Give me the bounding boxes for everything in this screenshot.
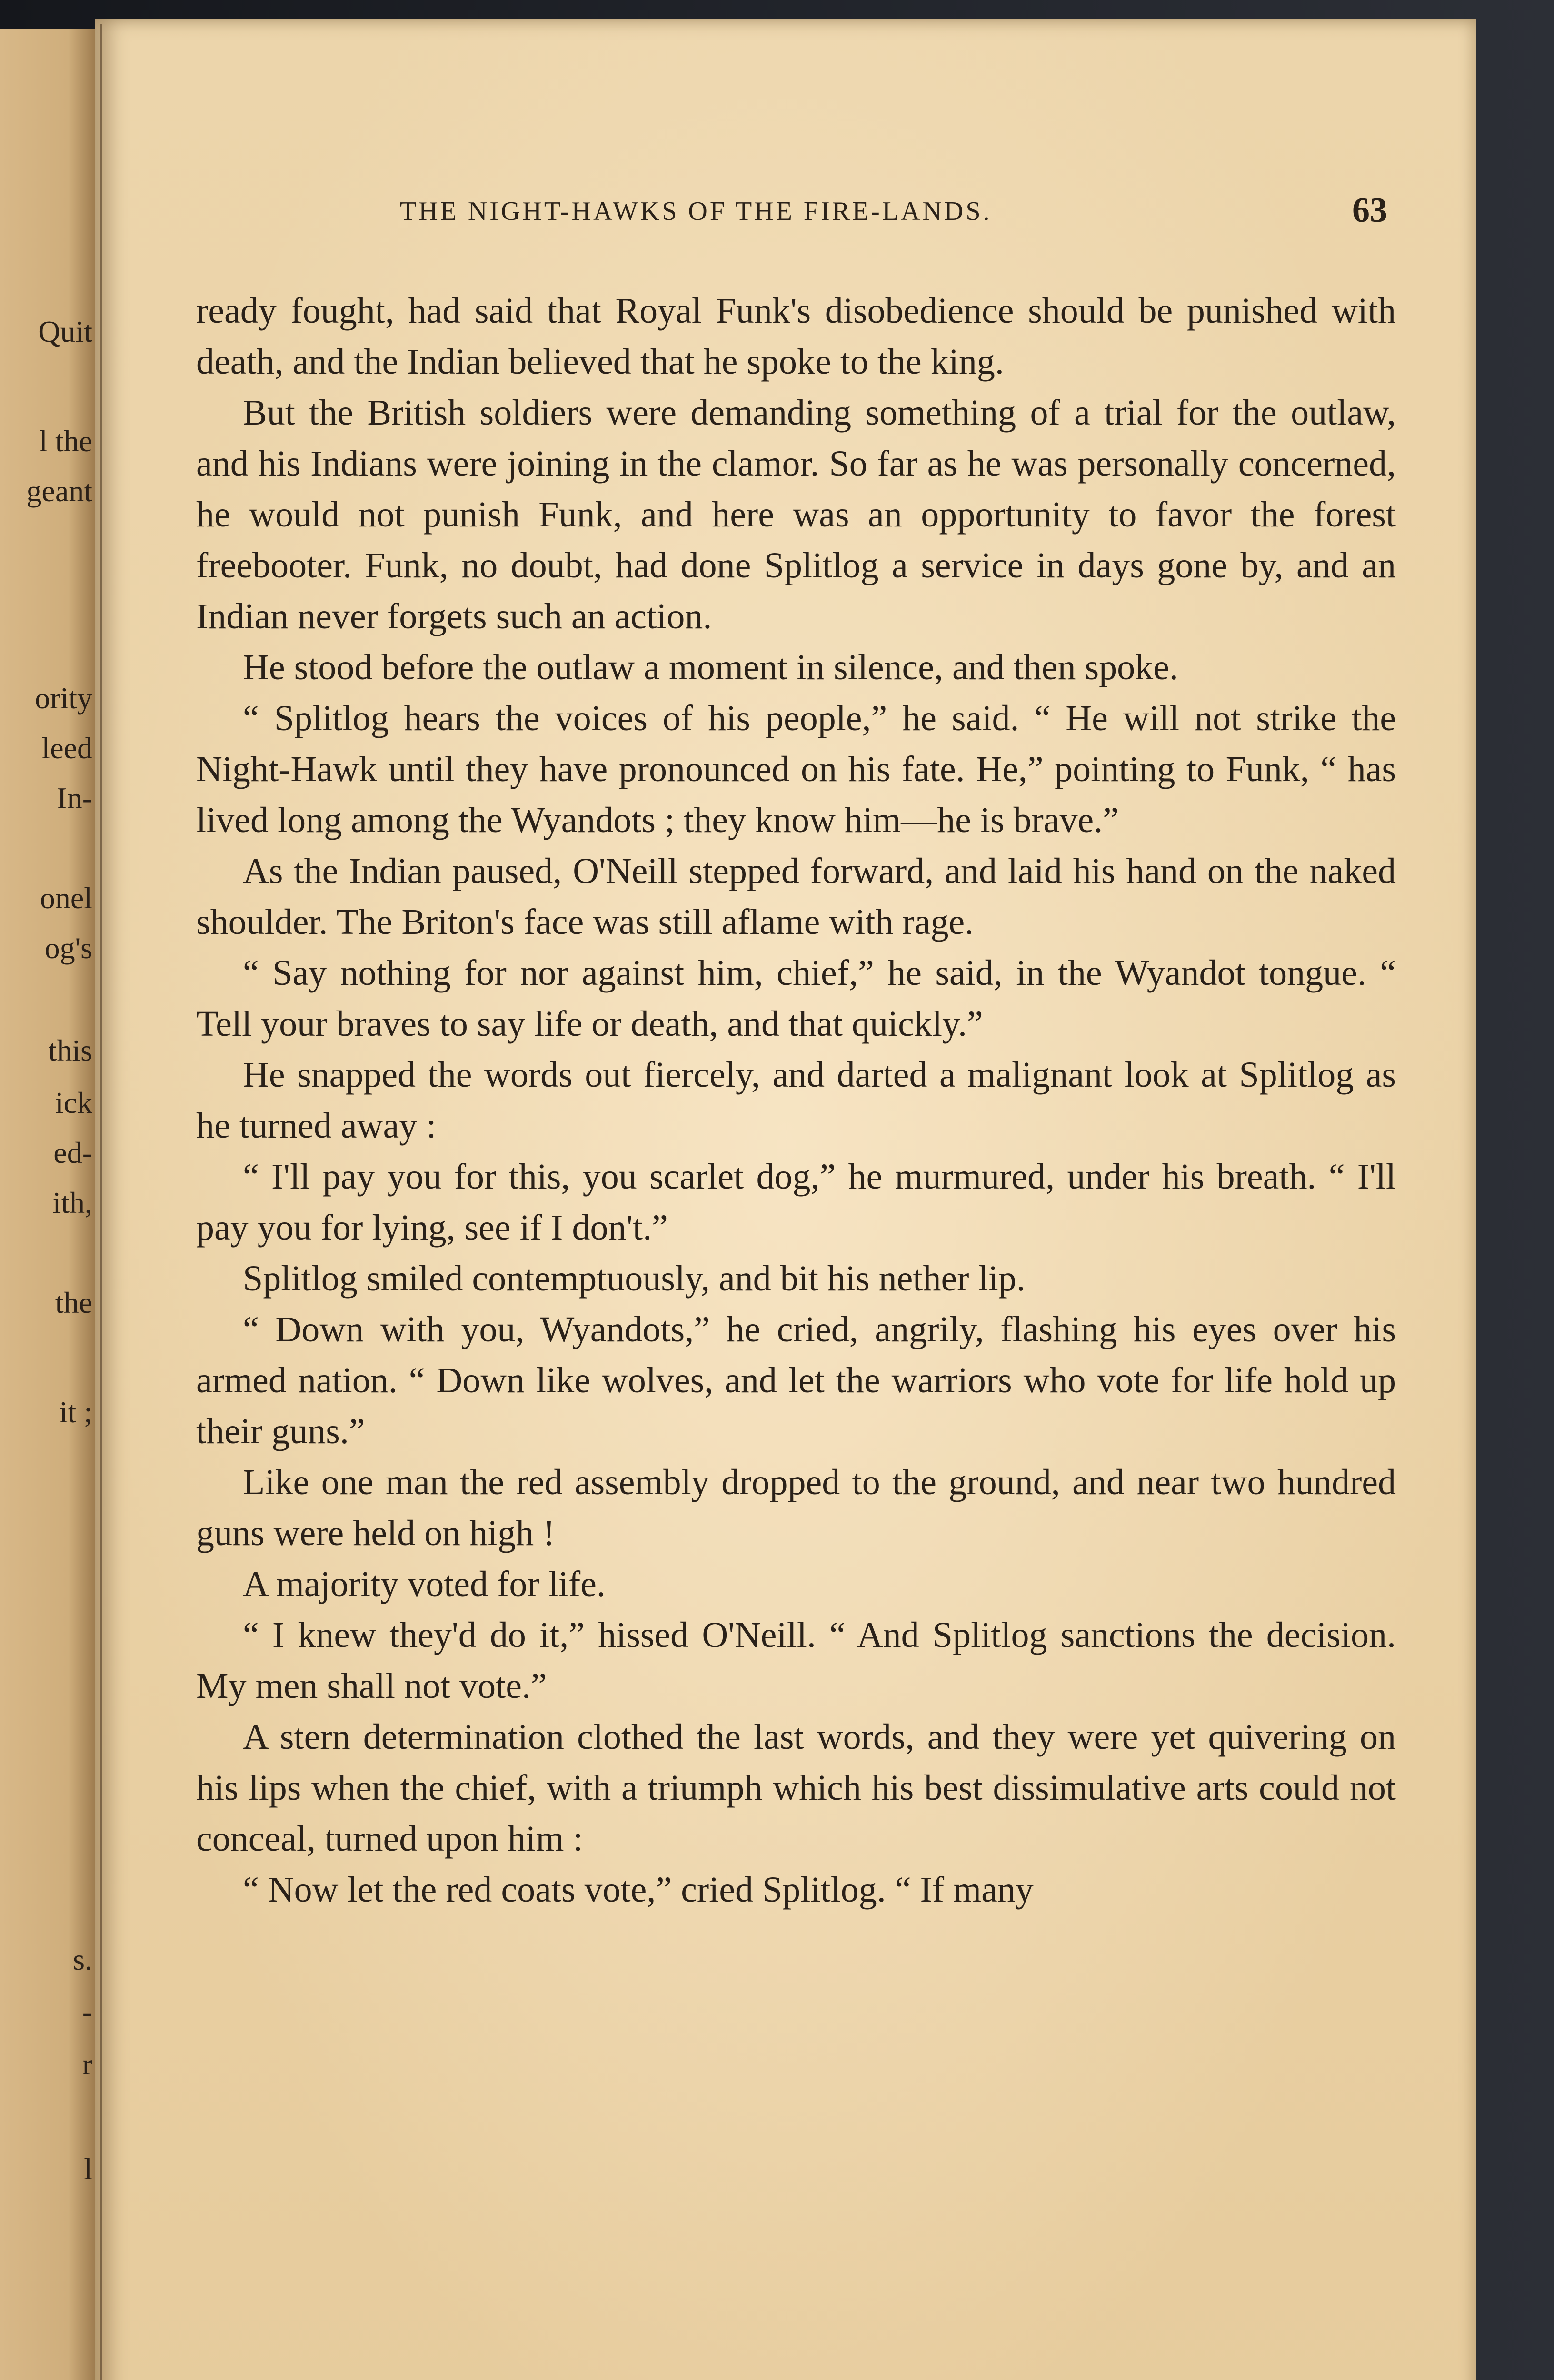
left-page-fragment: ith, [52, 1186, 92, 1220]
left-page-fragment: l the [39, 424, 92, 458]
paragraph: “ Say nothing for nor against him, chief,” he said, in the Wyandot tongue. “ Tell your braves to say life or death, and that quickly.” [196, 953, 1396, 1044]
paragraph: “ Now let the red coats vote,” cried Splitlog. “ If many [243, 1870, 1034, 1910]
running-head: THE NIGHT-HAWKS OF THE FIRE-LANDS. [400, 197, 992, 226]
paragraph: A majority voted for life. [243, 1564, 606, 1604]
paragraph: “ I knew they'd do it,” hissed O'Neill. “ And Splitlog sanctions the decision. My men shall not vote.” [196, 1615, 1396, 1706]
paragraph: Splitlog smiled contemptuously, and bit his nether lip. [243, 1259, 1026, 1299]
previous-page-edge [0, 29, 108, 2380]
paragraph: “ Down with you, Wyandots,” he cried, angrily, flashing his eyes over his armed nation. “ Down like wolves, and let the warriors who vote for life hold up their guns.” [196, 1309, 1396, 1451]
left-page-fragment: ick [55, 1086, 92, 1120]
paragraph: ready fought, had said that Royal Funk's disobedience should be punished with death, and the Indian believed that he spoke to the king. [196, 291, 1396, 382]
left-page-fragment: the [55, 1286, 92, 1319]
paragraph: Like one man the red assembly dropped to the ground, and near two hundred guns were held on high ! [196, 1462, 1396, 1553]
paragraph: But the British soldiers were demanding something of a trial for the outlaw, and his Indians were joining in the clamor. So far as he was personally concerned, he would not punish Funk, and here was an opportunity to favor the forest freebooter. Funk, no doubt, had done Splitlog a service in days gone by, and an Indian never forgets such an action. [196, 393, 1396, 636]
left-page-fragment: leed [41, 731, 92, 765]
left-page-fragment: l [84, 2152, 92, 2186]
left-page-fragment: this [48, 1033, 92, 1067]
left-page-fragment: Quit [38, 315, 92, 348]
paragraph: A stern determination clothed the last words, and they were yet quivering on his lips when the chief, with a triumph which his best dissimulative arts could not conceal, turned upon him : [196, 1717, 1396, 1859]
page-number: 63 [1352, 191, 1387, 230]
left-page-fragment: r [82, 2047, 92, 2081]
left-page-fragment: - [82, 1995, 92, 2029]
left-page-fragment: s. [73, 1943, 92, 1976]
paragraph: “ I'll pay you for this, you scarlet dog,” he murmured, under his breath. “ I'll pay you for lying, see if I don't.” [196, 1157, 1396, 1248]
paragraph: He snapped the words out fiercely, and darted a malignant look at Splitlog as he turned away : [196, 1055, 1396, 1146]
left-page-fragment: In- [57, 781, 92, 815]
paragraph: He stood before the outlaw a moment in silence, and then spoke. [243, 647, 1178, 687]
left-page-fragment: onel [40, 881, 92, 915]
page-gutter [100, 24, 102, 2380]
paragraph: “ Splitlog hears the voices of his people,” he said. “ He will not strike the Night-Hawk until they have pronounced on his fate. He,” pointing to Funk, “ has lived long among the Wyandots ; they know him—he is brave.” [196, 698, 1396, 840]
left-page-fragment: ed- [53, 1136, 92, 1170]
left-page-fragment: ority [35, 681, 92, 715]
paragraph: As the Indian paused, O'Neill stepped forward, and laid his hand on the naked shoulder. The Briton's face was still aflame with rage. [196, 851, 1396, 942]
left-page-fragment: og's [44, 931, 92, 965]
left-page-fragment: it ; [59, 1395, 92, 1429]
page-body-text [196, 286, 1396, 1915]
left-page-fragment: geant [26, 474, 92, 508]
book-page [95, 19, 1476, 2380]
